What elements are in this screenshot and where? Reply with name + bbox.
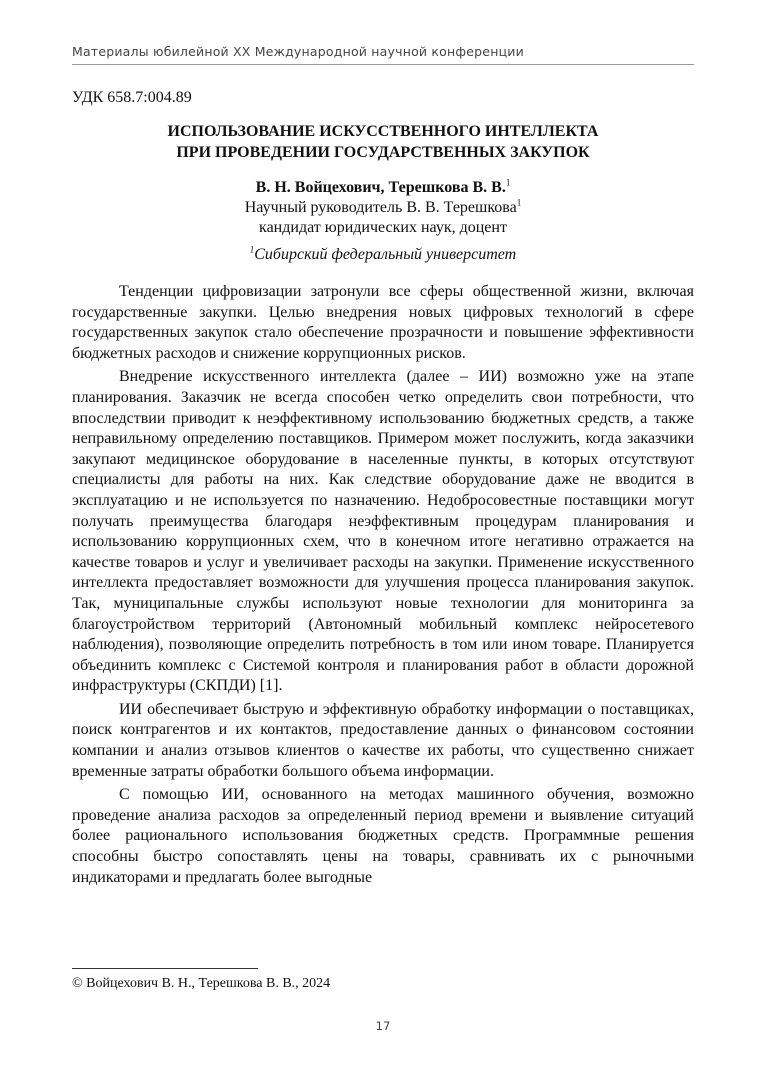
paragraph: Тенденции цифровизации затронули все сферы общественной жизни, включая государственные закупки. Целью внедрения новых цифровых технологий в сфере государственных закупок стало обеспечение прозрачности и повышение эффективности бюджетных расходов и снижение коррупционных рисков. xyxy=(72,283,694,362)
author-names: В. Н. Войцехович, Терешкова В. В. xyxy=(255,179,506,196)
running-header: Материалы юбилейной XX Международной научной конференции xyxy=(72,44,694,65)
affiliation-mark: 1 xyxy=(249,244,255,255)
paragraph: С помощью ИИ, основанного на методах машинного обучения, возможно проведение анализа расходов за определенный период времени и выявление ситуаций более рационального использования бюджетных средств. Программные решения способны быстро сопоставлять цены на товары, сравнивать их с рыночными индикаторами и предлагать более выгодные xyxy=(72,786,694,886)
article-title xyxy=(72,121,694,163)
affiliation-name: Сибирский федеральный университет xyxy=(254,246,517,263)
academic-degree: кандидат юридических наук, доцент xyxy=(259,219,507,236)
supervisor-line xyxy=(72,198,694,218)
paragraph: Внедрение искусственного интеллекта (далее – ИИ) возможно уже на этапе планирования. Заказчик не всегда способен четко определить свои потребности, что впоследствии приводит к неэффективному использованию бюджетных средств, а также неправильному определению поставщиков. Примером может послужить, когда заказчики закупают медицинское оборудование в населенные пункты, в которых отсутствуют специалисты для работы на них. Как следствие оборудование даже не вводится в эксплуатацию и не используется по назначению. Недобросовестные поставщики могут получать преимущества благодаря неэффективным процедурам планирования и использованию коррупционных схем, что в конечном итоге негативно отражается на качестве товаров и услуг и увеличивает расходы на закупки. Применение искусственного интеллекта предоставляет возможности для улучшения процесса планирования закупок. Так, муниципальные службы используют новые технологии для мониторинга за благоустройством территорий (Автономный мобильный комплекс нейросетевого наблюдения), позволяющие определить потребность в том или ином товаре. Планируется объединить комплекс с Системой контроля и планирования работ в области дорожной инфраструктуры (СКПДИ) [1]. xyxy=(72,368,694,695)
author-names-line xyxy=(72,178,694,198)
page-number: 17 xyxy=(375,1019,391,1033)
author-block xyxy=(72,178,694,238)
title-line-1: ИСПОЛЬЗОВАНИЕ ИСКУССТВЕННОГО ИНТЕЛЛЕКТА xyxy=(167,123,599,140)
article-body xyxy=(72,282,694,891)
paragraph: ИИ обеспечивает быструю и эффективную обработку информации о поставщиках, поиск контрагентов и их контактов, предоставление данных о финансовом состоянии компании и анализ отзывов клиентов о качестве их работы, что существенно снижает временные затраты обработки большого объема информации. xyxy=(72,700,694,780)
supervisor: Научный руководитель В. В. Терешкова xyxy=(244,199,517,216)
footnote-divider xyxy=(72,968,258,969)
supervisor-affiliation-mark: 1 xyxy=(516,197,522,208)
author-affiliation-mark: 1 xyxy=(505,177,511,188)
udc-code: УДК 658.7:004.89 xyxy=(72,89,192,106)
title-line-2: ПРИ ПРОВЕДЕНИИ ГОСУДАРСТВЕННЫХ ЗАКУПОК xyxy=(176,144,590,161)
affiliation xyxy=(72,246,694,264)
copyright-footnote: © Войцехович В. Н., Терешкова В. В., 2024 xyxy=(72,976,331,991)
